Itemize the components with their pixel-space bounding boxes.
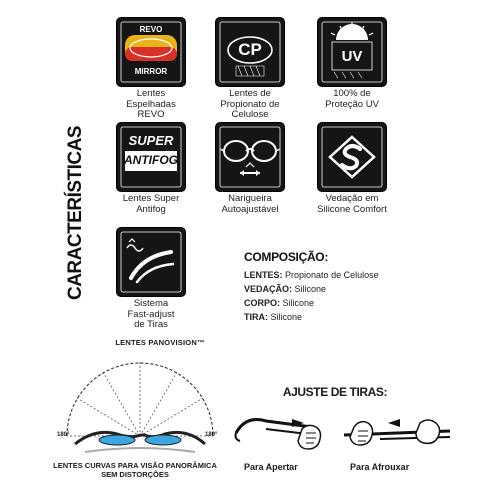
angle-label-left: 180°	[57, 432, 70, 438]
feature-label-line: Fast-adjust	[127, 308, 175, 320]
cp-lens-icon	[216, 18, 284, 86]
antifog-text: ANTIFOG	[124, 153, 178, 167]
feature-label-line: Lentes de	[229, 88, 271, 99]
composition-row-tira	[244, 310, 474, 324]
feature-label-seal	[292, 194, 412, 215]
feature-label-line: Celulose	[231, 109, 269, 120]
characteristics-title-text: CARACTERÍSTICAS	[65, 125, 86, 301]
panovision-title: LENTES PANOVISION™	[115, 338, 205, 347]
composition-block	[244, 250, 474, 324]
angle-label-right: 180°	[205, 432, 218, 438]
feature-label-line: REVO	[137, 109, 165, 120]
composition-value: Silicone	[270, 312, 303, 322]
composition-title: COMPOSIÇÃO:	[244, 250, 329, 264]
feature-label-line: Lentes Super	[122, 193, 180, 204]
feature-label-line: 100% de	[333, 88, 371, 99]
feature-label-line: Vedação em	[325, 193, 379, 204]
loosen-label: Para Afrouxar	[350, 462, 410, 472]
composition-key: LENTES:	[244, 270, 283, 280]
adjustable-nosepiece-icon	[216, 123, 284, 191]
fast-adjust-strap-icon	[117, 228, 185, 296]
feature-label-line: Sistema	[133, 298, 169, 309]
cp-text: CP	[238, 40, 262, 59]
silicone-seal-icon	[318, 123, 386, 191]
panovision-caption-line: LENTES CURVAS PARA VISÃO PANORÂMICA	[53, 461, 217, 470]
composition-key: VEDAÇÃO:	[244, 284, 293, 294]
tighten-hand-icon	[232, 405, 332, 465]
feature-label-line: Antifog	[136, 203, 166, 215]
composition-key: TIRA:	[244, 312, 268, 322]
panovision-diagram	[55, 348, 225, 465]
composition-key: CORPO:	[244, 298, 280, 308]
strap-adjust-title: AJUSTE DE TIRAS:	[282, 385, 388, 399]
uv-protection-icon	[318, 18, 386, 86]
feature-label-uv	[292, 89, 412, 110]
feature-label-line: Narigueira	[228, 193, 272, 204]
feature-label-line: Lentes	[136, 88, 166, 99]
composition-value: Propionato de Celulose	[285, 270, 379, 280]
revo-text: REVO	[139, 25, 163, 34]
mirror-text: MIRROR	[134, 67, 168, 76]
loosen-hand-icon	[340, 405, 460, 465]
feature-label-strap	[91, 299, 211, 331]
composition-row-vedacao	[244, 282, 474, 296]
uv-text: UV	[341, 48, 363, 65]
panovision-caption-line: SEM DISTORÇÕES	[101, 470, 169, 479]
composition-row-corpo	[244, 296, 474, 310]
tighten-label: Para Apertar	[244, 462, 298, 472]
panovision-caption	[40, 461, 230, 479]
revo-mirror-icon	[117, 18, 185, 86]
super-antifog-icon	[117, 123, 185, 191]
composition-value: Silicone	[294, 284, 327, 294]
feature-label-line: Espelhadas	[126, 98, 176, 110]
super-text: SUPER	[128, 133, 174, 148]
feature-label-line: Propionato de	[220, 98, 280, 110]
composition-row-lentes	[244, 268, 474, 282]
feature-label-line: Silicone Comfort	[317, 203, 387, 215]
feature-label-line: de Tiras	[134, 319, 168, 330]
feature-label-line: Autoajustável	[221, 203, 279, 215]
composition-value: Silicone	[282, 298, 315, 308]
feature-label-line: Proteção UV	[325, 98, 379, 110]
